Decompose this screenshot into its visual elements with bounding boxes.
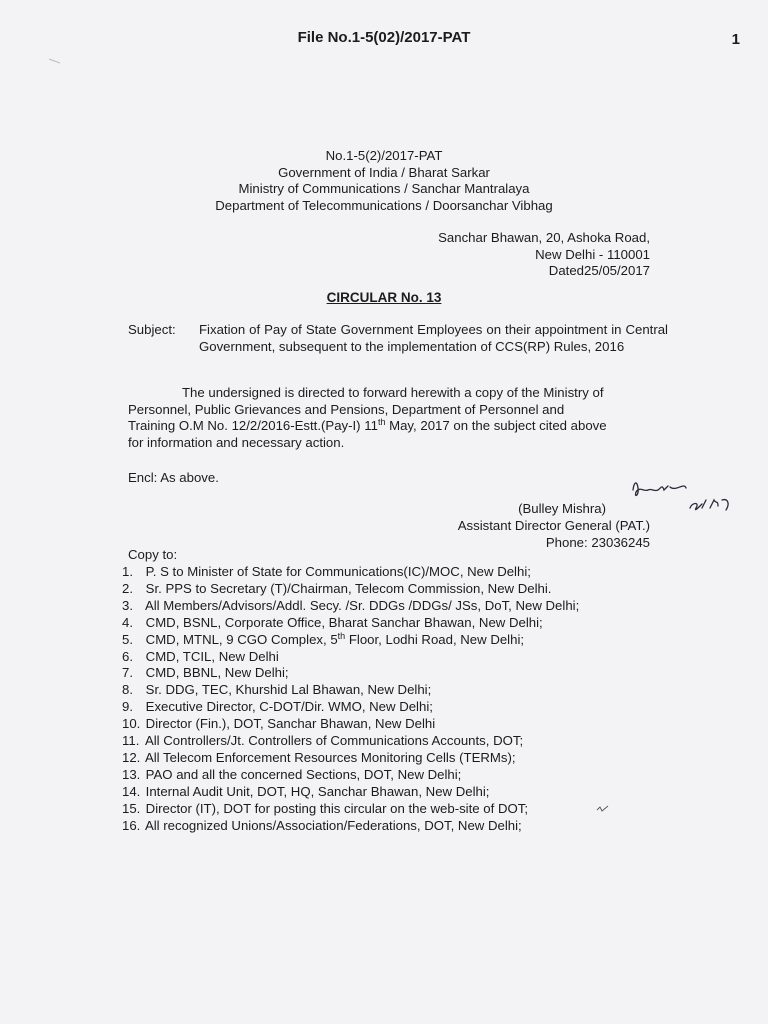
scan-speck xyxy=(48,58,62,64)
body-line-3-a: Training O.M No. 12/2/2016-Estt.(Pay-I) 11 xyxy=(128,418,378,433)
list-item: 14. Internal Audit Unit, DOT, HQ, Sanchar Bhawan, New Delhi; xyxy=(122,783,490,799)
government-name: Government of India / Bharat Sarkar xyxy=(278,164,490,180)
list-item: 6. CMD, TCIL, New Delhi xyxy=(122,648,279,664)
body-line-2: Personnel, Public Grievances and Pensions, Department of Personnel and xyxy=(128,401,565,417)
signatory-phone: Phone: 23036245 xyxy=(545,534,650,550)
copy-to-list xyxy=(122,564,579,835)
body-line-1: The undersigned is directed to forward herewith a copy of the Ministry of xyxy=(182,385,604,400)
address-block xyxy=(438,230,650,280)
circular-title: CIRCULAR No. 13 xyxy=(326,290,442,305)
list-item: 9. Executive Director, C-DOT/Dir. WMO, New Delhi; xyxy=(122,699,433,715)
enclosure-note: Encl: As above. xyxy=(128,470,219,485)
body-line-3 xyxy=(128,418,650,435)
list-item: 2. Sr. PPS to Secretary (T)/Chairman, Telecom Commission, New Delhi. xyxy=(122,580,552,596)
body-line-4: for information and necessary action. xyxy=(128,434,345,450)
list-item: 12. All Telecom Enforcement Resources Monitoring Cells (TERMs); xyxy=(122,749,516,765)
list-item: 7. CMD, BBNL, New Delhi; xyxy=(122,665,289,681)
address-line-2: New Delhi - 110001 xyxy=(535,246,650,262)
list-item: 4. CMD, BSNL, Corporate Office, Bharat Sanchar Bhawan, New Delhi; xyxy=(122,614,543,630)
body-line-3-sup: th xyxy=(377,417,386,427)
body-paragraph xyxy=(128,385,650,451)
department-name: Department of Telecommunications / Doorsanchar Vibhag xyxy=(215,197,553,213)
list-item: 8. Sr. DDG, TEC, Khurshid Lal Bhawan, New Delhi; xyxy=(122,682,432,698)
page-number: 1 xyxy=(731,31,740,48)
copy-to-heading: Copy to: xyxy=(128,547,178,562)
signatory-block xyxy=(458,501,650,551)
body-line-3-b: May, 2017 on the subject cited above xyxy=(385,418,607,433)
signatory-name: (Bulley Mishra) xyxy=(518,501,606,516)
list-item: 5. CMD, MTNL, 9 CGO Complex, 5th Floor, Lodhi Road, New Delhi; xyxy=(122,630,525,647)
date-line: Dated25/05/2017 xyxy=(548,263,650,278)
reference-number: No.1-5(2)/2017-PAT xyxy=(325,148,443,163)
subject-label: Subject: xyxy=(128,322,176,337)
list-item: 11. All Controllers/Jt. Controllers of Communications Accounts, DOT; xyxy=(122,733,524,749)
subject-text: Fixation of Pay of State Government Employees on their appointment in Central Government, subsequent to the implementation of CCS(RP) Rules, 2016 xyxy=(199,322,668,354)
list-item: 15. Director (IT), DOT for posting this circular on the web-site of DOT; xyxy=(122,800,528,816)
signatory-designation: Assistant Director General (PAT.) xyxy=(457,517,650,533)
pen-tick-mark xyxy=(596,805,610,813)
list-item: 1. P. S to Minister of State for Communications(IC)/MOC, New Delhi; xyxy=(122,564,531,579)
list-item: 16. All recognized Unions/Association/Federations, DOT, New Delhi; xyxy=(122,817,522,833)
ministry-name: Ministry of Communications / Sanchar Mantralaya xyxy=(238,181,530,196)
subject-block xyxy=(128,322,668,355)
list-item: 3. All Members/Advisors/Addl. Secy. /Sr. DDGs /DDGs/ JSs, DoT, New Delhi; xyxy=(122,597,580,613)
list-item: 13. PAO and all the concerned Sections, DOT, New Delhi; xyxy=(122,766,462,782)
list-item: 10. Director (Fin.), DOT, Sanchar Bhawan, New Delhi xyxy=(122,716,436,732)
address-line-1: Sanchar Bhawan, 20, Ashoka Road, xyxy=(438,230,650,245)
file-number-header: File No.1-5(02)/2017-PAT xyxy=(297,29,471,46)
letterhead xyxy=(0,148,768,214)
